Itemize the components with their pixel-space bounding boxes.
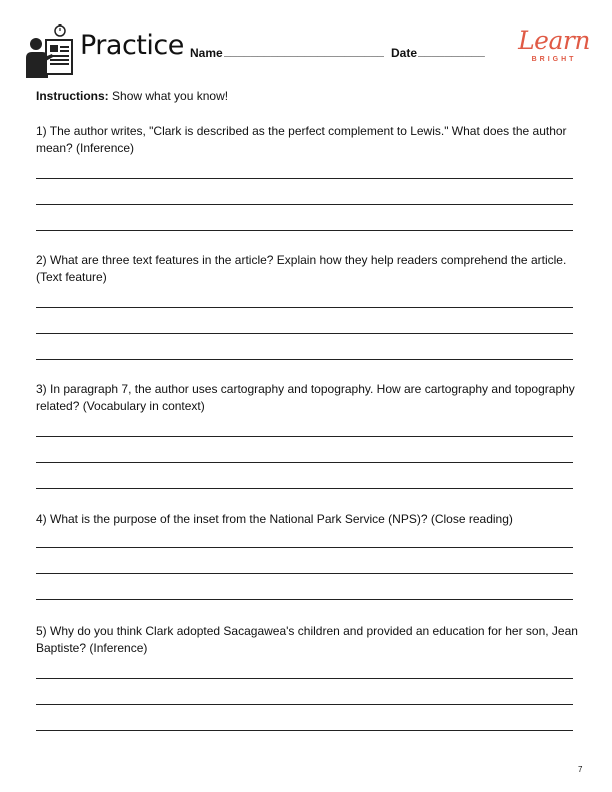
answer-line[interactable] [36,204,573,205]
answer-line[interactable] [36,436,573,437]
answer-line[interactable] [36,573,573,574]
answer-line[interactable] [36,178,573,179]
question-4: 4) What is the purpose of the inset from the National Park Service (NPS)? (Close reading) [36,512,513,526]
student-at-board-icon [24,24,74,78]
question-5: 5) Why do you think Clark adopted Sacagawea's children and provided an education for her son, Jean Baptiste? (Inference) [36,624,578,655]
question-3: 3) In paragraph 7, the author uses cartography and topography. How are cartography and topography related? (Vocabulary in context) [36,382,575,413]
question-2: 2) What are three text features in the article? Explain how they help readers comprehend the article. (Text feature) [36,253,567,284]
date-label: Date [391,46,418,60]
name-label: Name [190,46,223,60]
name-field[interactable]: ________________________ [224,44,385,58]
answer-line[interactable] [36,359,573,360]
question-1: 1) The author writes, "Clark is described as the perfect complement to Lewis." What does the author mean? (Inference) [36,124,567,155]
date-field[interactable]: __________ [418,44,485,58]
answer-line[interactable] [36,462,573,463]
learn-bright-logo [518,26,590,70]
instructions [36,89,228,103]
answer-line[interactable] [36,307,573,308]
answer-line[interactable] [36,333,573,334]
answer-line[interactable] [36,547,573,548]
answer-line[interactable] [36,730,573,731]
logo-word: Learn [518,26,590,55]
answer-line[interactable] [36,678,573,679]
instructions-label: Instructions: [36,89,109,103]
answer-line[interactable] [36,488,573,489]
page-title: Practice [80,30,184,61]
instructions-text: Show what you know! [112,89,229,103]
page-number: 7 [578,765,583,774]
answer-line[interactable] [36,599,573,600]
answer-line[interactable] [36,704,573,705]
logo-subtitle: BRIGHT [531,56,577,63]
answer-line[interactable] [36,230,573,231]
worksheet-header [0,0,612,90]
